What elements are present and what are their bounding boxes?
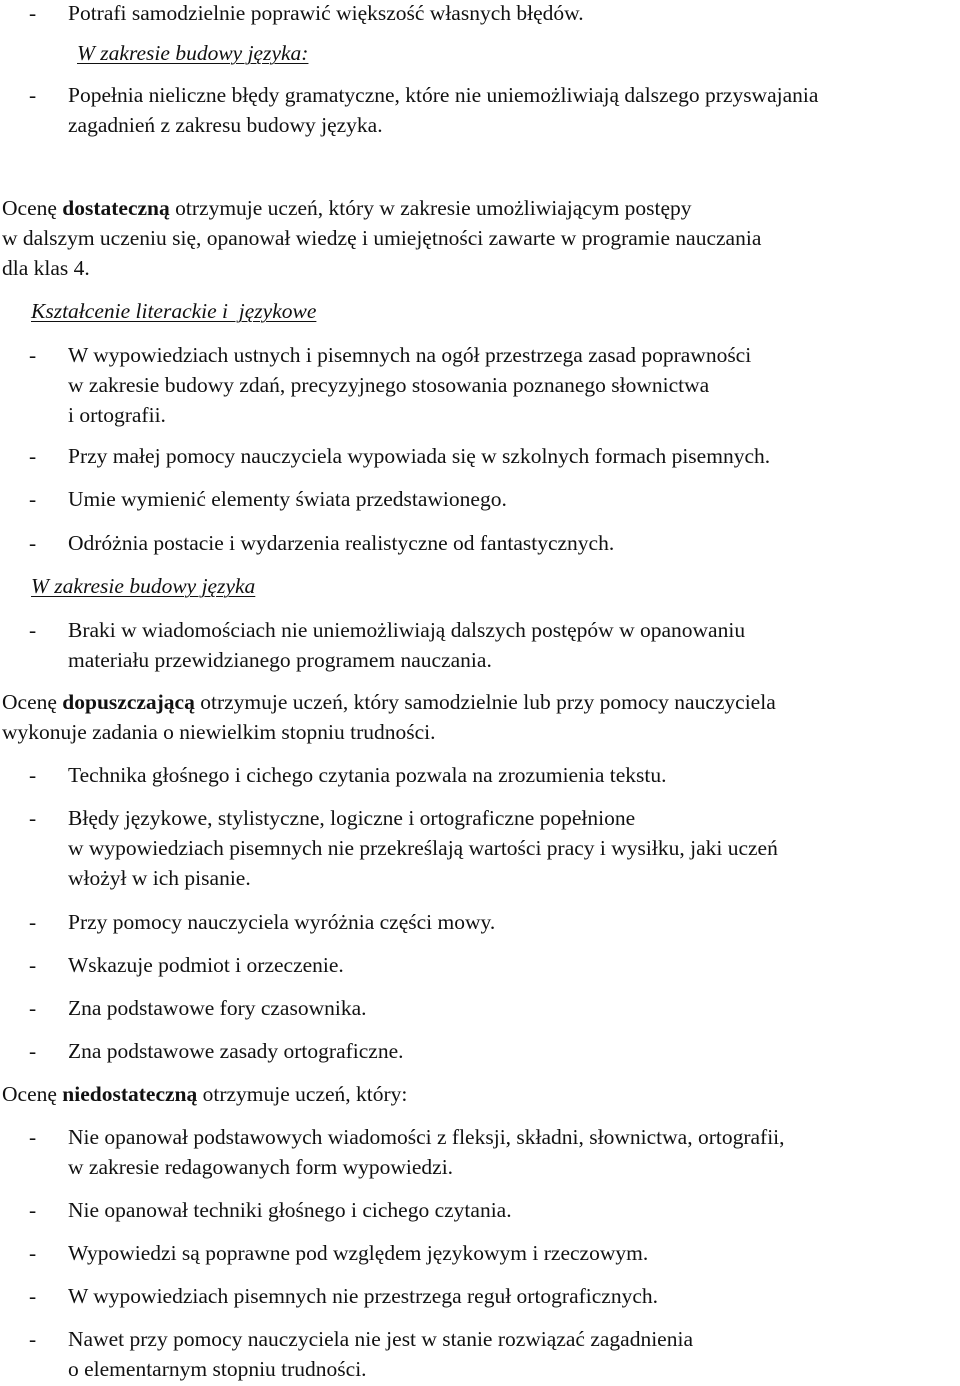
grade-paragraph-niedostateczna: Ocenę niedostateczną otrzymuje uczeń, który: — [2, 1082, 408, 1106]
list-item-text: Błędy językowe, stylistyczne, logiczne i ortograficzne popełnione w wypowiedziach pisemnych nie przekreślają wartości pracy i wysiłku, jaki uczeń włożył w ich pisanie. — [68, 806, 778, 890]
section-heading: W zakresie budowy języka: — [77, 41, 309, 65]
list-dash: - — [29, 806, 37, 830]
list-dash: - — [29, 953, 37, 977]
list-dash: - — [29, 1125, 37, 1149]
list-dash: - — [29, 1, 37, 25]
list-dash: - — [29, 343, 37, 367]
list-item-text: Zna podstawowe fory czasownika. — [68, 996, 367, 1020]
list-dash: - — [29, 531, 37, 555]
list-item-text: W wypowiedziach pisemnych nie przestrzega reguł ortograficznych. — [68, 1284, 659, 1308]
list-dash: - — [29, 487, 37, 511]
list-item-text: W wypowiedziach ustnych i pisemnych na ogół przestrzega zasad poprawności w zakresie budowy zdań, precyzyjnego stosowania poznanego słownictwa i ortografii. — [68, 343, 752, 427]
list-item-text: Przy małej pomocy nauczyciela wypowiada się w szkolnych formach pisemnych. — [68, 444, 771, 468]
grade-paragraph-dostateczna: Ocenę dostateczną otrzymuje uczeń, który w zakresie umożliwiającym postępy w dalszym uczeniu się, opanował wiedzę i umiejętności zawarte w programie nauczania dla klas 4. — [2, 196, 762, 280]
list-item-text: Wypowiedzi są poprawne pod względem językowym i rzeczowym. — [68, 1241, 649, 1265]
list-dash: - — [29, 1198, 37, 1222]
list-dash: - — [29, 1039, 37, 1063]
list-dash: - — [29, 996, 37, 1020]
list-item-text: Technika głośnego i cichego czytania pozwala na zrozumienia tekstu. — [68, 763, 667, 787]
grade-name: dostateczną — [62, 196, 170, 220]
list-item-text: Braki w wiadomościach nie uniemożliwiają dalszych postępów w opanowaniu materiału przewidzianego programem nauczania. — [68, 618, 746, 672]
list-dash: - — [29, 1327, 37, 1351]
list-dash: - — [29, 83, 37, 107]
list-item-text: Przy pomocy nauczyciela wyróżnia części mowy. — [68, 910, 496, 934]
list-item-text: Popełnia nieliczne błędy gramatyczne, które nie uniemożliwiają dalszego przyswajania zagadnień z zakresu budowy języka. — [68, 83, 819, 137]
section-heading: W zakresie budowy języka — [31, 574, 256, 598]
list-dash: - — [29, 1284, 37, 1308]
list-dash: - — [29, 444, 37, 468]
list-item-text: Wskazuje podmiot i orzeczenie. — [68, 953, 344, 977]
list-item-text: Nie opanował podstawowych wiadomości z fleksji, składni, słownictwa, ortografii, w zakresie redagowanych form wypowiedzi. — [68, 1125, 785, 1179]
list-item-text: Nie opanował techniki głośnego i cichego czytania. — [68, 1198, 512, 1222]
grade-name: dopuszczającą — [62, 690, 195, 714]
list-item-text: Odróżnia postacie i wydarzenia realistyczne od fantastycznych. — [68, 531, 615, 555]
list-dash: - — [29, 618, 37, 642]
list-dash: - — [29, 910, 37, 934]
section-heading: Kształcenie literackie i językowe — [31, 299, 317, 323]
list-dash: - — [29, 1241, 37, 1265]
list-dash: - — [29, 763, 37, 787]
grade-name: niedostateczną — [62, 1082, 198, 1106]
list-item-text: Umie wymienić elementy świata przedstawionego. — [68, 487, 507, 511]
grade-paragraph-dopuszczajaca: Ocenę dopuszczającą otrzymuje uczeń, który samodzielnie lub przy pomocy nauczyciela wykonuje zadania o niewielkim stopniu trudności. — [2, 690, 776, 744]
list-item-text: Nawet przy pomocy nauczyciela nie jest w stanie rozwiązać zagadnienia o elementarnym stopniu trudności. — [68, 1327, 693, 1381]
list-item-text: Potrafi samodzielnie poprawić większość własnych błędów. — [68, 1, 584, 25]
list-item-text: Zna podstawowe zasady ortograficzne. — [68, 1039, 404, 1063]
